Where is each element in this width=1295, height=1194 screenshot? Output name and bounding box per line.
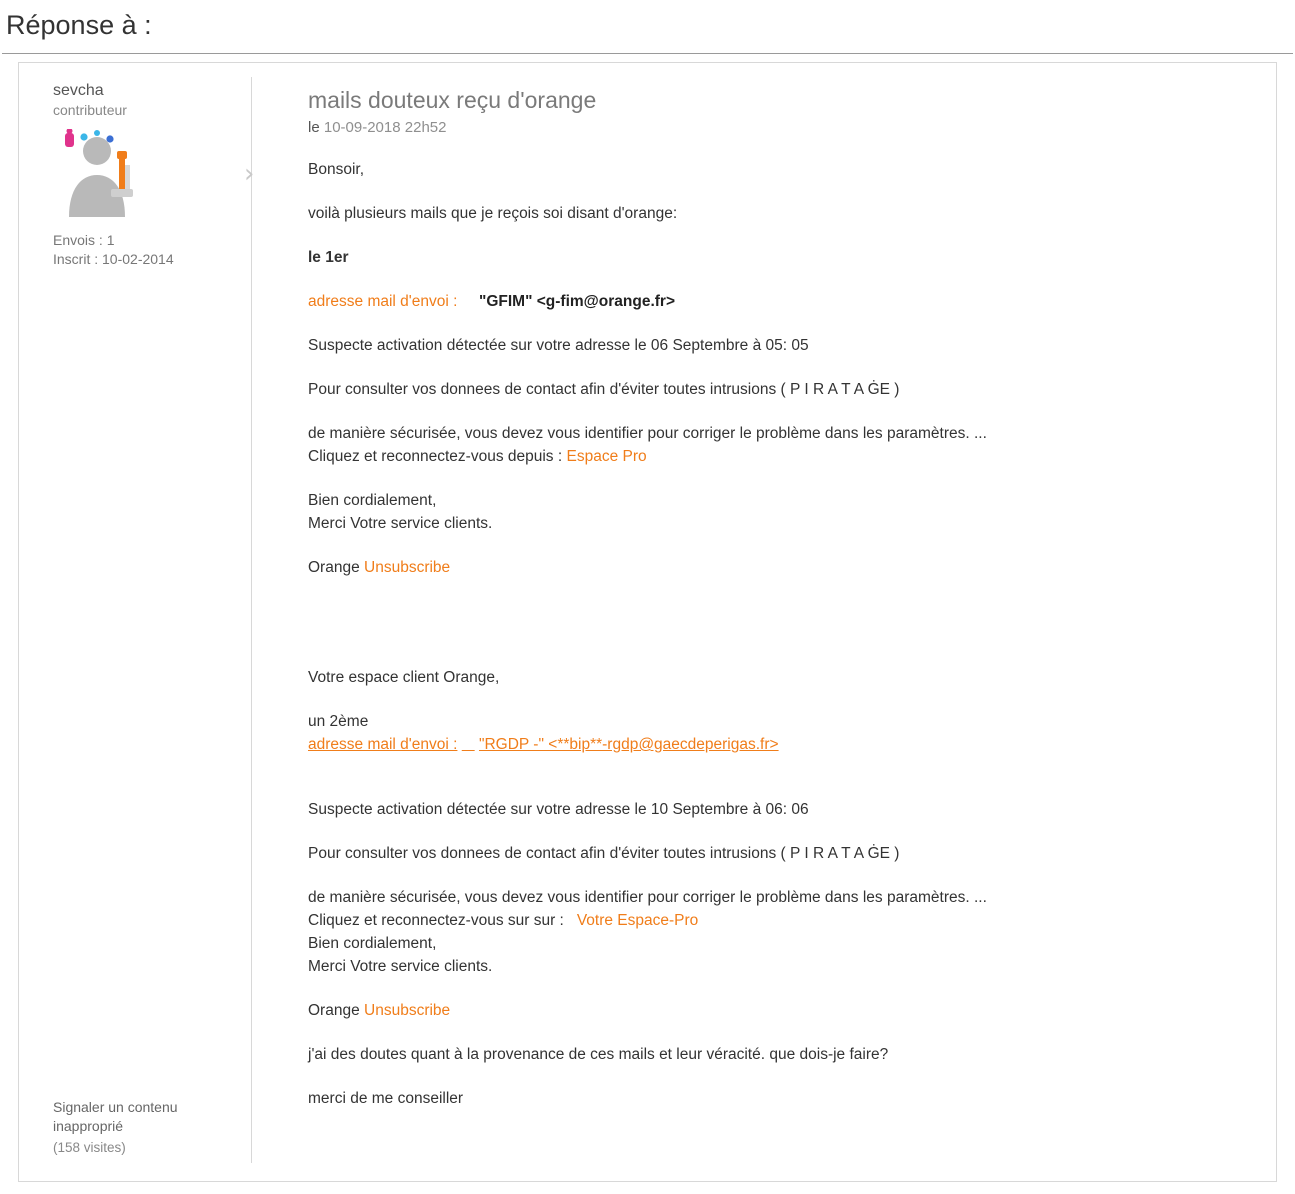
second-mail-label: un 2ème: [308, 713, 369, 730]
mail1-unsubscribe-link[interactable]: Unsubscribe: [364, 559, 451, 576]
author-name: sevcha: [53, 82, 104, 99]
post-date: [308, 119, 1246, 136]
middle-line: Votre espace client Orange,: [308, 669, 500, 686]
column-divider: [244, 77, 255, 1163]
author-footer: [53, 1098, 238, 1157]
mail2-sender-value[interactable]: "RGDP -" <**bip**-rgdp@gaecdeperigas.fr>: [478, 736, 779, 753]
mail1-footer-line: [308, 557, 1246, 578]
mail2-footer-brand: Orange: [308, 1002, 360, 1019]
mail1-sender-line: [308, 291, 1246, 312]
mail1-espace-link[interactable]: Espace Pro: [566, 448, 647, 465]
post-content: [252, 63, 1276, 1181]
mail2-click-prefix: Cliquez et reconnectez-vous sur sur :: [308, 912, 564, 929]
author-registered: Inscrit : 10-02-2014: [53, 251, 174, 267]
mail1-click-prefix: Cliquez et reconnectez-vous depuis :: [308, 448, 563, 465]
first-mail-label: le 1er: [308, 249, 349, 266]
mail1-consult-line: Pour consulter vos donnees de contact afin d'éviter toutes intrusions ( P I R A T A ĠE ): [308, 381, 900, 398]
mail2-sender-label: adresse mail d'envoi :: [308, 736, 458, 753]
post-card: [18, 62, 1277, 1182]
mail2-signoff-1: Bien cordialement,: [308, 935, 437, 952]
mail2-sender-line: [308, 734, 1246, 755]
post-title: mails douteux reçu d'orange: [308, 87, 597, 113]
author-role: contributeur: [53, 102, 127, 118]
mail1-signoff-1: Bien cordialement,: [308, 492, 437, 509]
post-intro: voilà plusieurs mails que je reçois soi disant d'orange:: [308, 205, 678, 222]
post-question: j'ai des doutes quant à la provenance de ces mails et leur véracité. que dois-je faire?: [308, 1046, 889, 1063]
mail1-signoff-2: Merci Votre service clients.: [308, 515, 493, 532]
visits-count: (158 visites): [53, 1140, 126, 1155]
mail1-footer-brand: Orange: [308, 559, 360, 576]
post-greeting: Bonsoir,: [308, 161, 365, 178]
mail1-click-line: [308, 446, 1246, 467]
mail1-secure-line: de manière sécurisée, vous devez vous identifier pour corriger le problème dans les paramètres. ...: [308, 425, 987, 442]
mail2-click-line: [308, 910, 1246, 931]
mail2-detection-line: Suspecte activation détectée sur votre adresse le 10 Septembre à 06: 06: [308, 801, 809, 818]
mail2-consult-line: Pour consulter vos donnees de contact afin d'éviter toutes intrusions ( P I R A T A ĠE ): [308, 845, 900, 862]
mail2-espace-link[interactable]: Votre Espace-Pro: [576, 912, 699, 929]
author-column: [19, 63, 251, 1181]
report-inappropriate-link[interactable]: Signaler un contenu inapproprié: [53, 1099, 178, 1134]
post-date-prefix: le: [308, 119, 320, 136]
chevron-right-icon: ›: [244, 159, 255, 189]
mail2-secure-line: de manière sécurisée, vous devez vous identifier pour corriger le problème dans les paramètres. ...: [308, 889, 987, 906]
mail2-footer-line: [308, 1000, 1246, 1021]
mail2-unsubscribe-link[interactable]: Unsubscribe: [364, 1002, 451, 1019]
header-divider: [2, 53, 1293, 54]
mail1-detection-line: Suspecte activation détectée sur votre adresse le 06 Septembre à 05: 05: [308, 337, 809, 354]
spacer: [308, 578, 1246, 644]
post-closing: merci de me conseiller: [308, 1090, 464, 1107]
user-avatar-icon: [53, 129, 145, 217]
mail2-signoff-2: Merci Votre service clients.: [308, 958, 493, 975]
mail1-sender-value: "GFIM" <g-fim@orange.fr>: [478, 293, 676, 310]
author-sends: Envois : 1: [53, 232, 115, 248]
mail1-sender-label: adresse mail d'envoi :: [308, 293, 458, 310]
post-date-value: 10-09-2018 22h52: [323, 119, 447, 136]
page-title: Réponse à :: [6, 10, 152, 40]
